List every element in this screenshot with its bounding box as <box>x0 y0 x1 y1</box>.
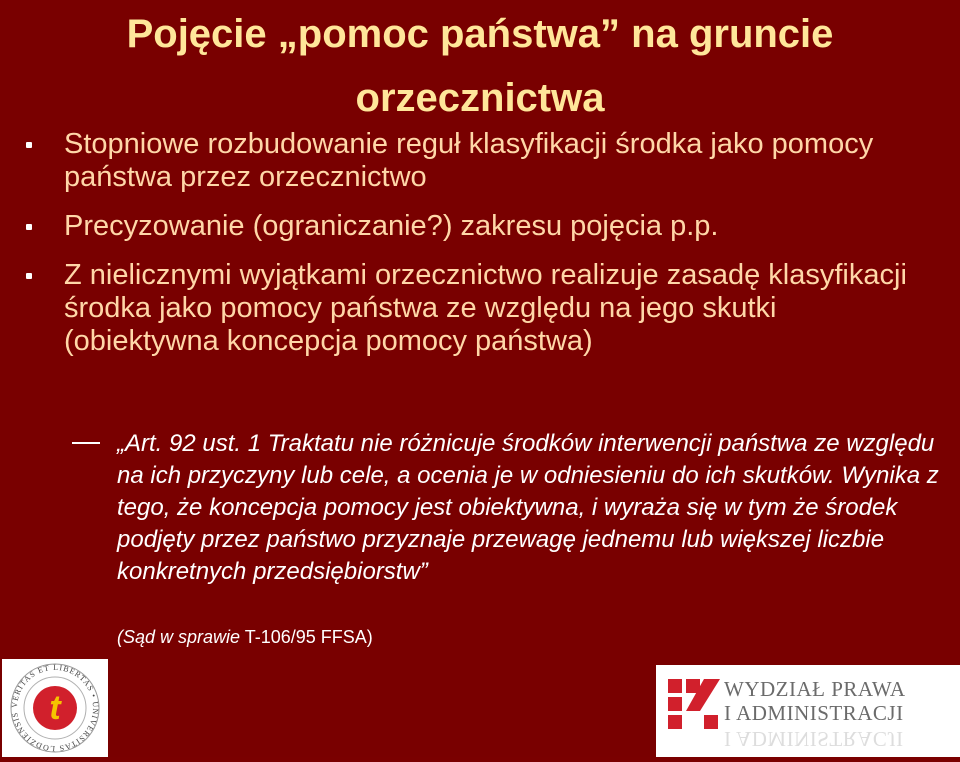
faculty-name <box>724 677 906 725</box>
bullet-dot-icon <box>26 142 32 148</box>
seal-ring-text: VERITAS ET LIBERTAS • UNIVERSITAS LODZIENSIS <box>9 662 101 754</box>
citation-prefix: (Sąd w sprawie <box>117 627 241 647</box>
dash-icon <box>72 442 100 444</box>
faculty-logo <box>656 665 960 757</box>
university-seal-icon <box>2 659 108 757</box>
quote-text: „Art. 92 ust. 1 Traktatu nie różnicuje środków interwencji państwa ze względu na ich przyczyny lub cele, a ocenia je w odniesieniu do ich skutków. Wynika z tego, że koncepcja pomocy jest obiektywna, i wyraża się w tym że środek podjęty przez państwo przyznaje przewagę jednemu lub większej liczbie konkretnych przedsiębiorstw” <box>117 430 939 585</box>
bullet-item <box>22 210 922 243</box>
university-logo <box>2 659 108 757</box>
faculty-name-line2: I ADMINISTRACJI <box>724 701 904 725</box>
faculty-name-line1: WYDZIAŁ PRAWA <box>724 677 906 701</box>
bullet-item <box>22 128 922 194</box>
bullet-dot-icon <box>26 224 32 230</box>
citation <box>117 625 373 649</box>
seal-mark: t <box>49 689 61 727</box>
bullet-item <box>22 259 922 358</box>
citation-case: T-106/95 FFSA) <box>240 627 373 647</box>
bullet-dot-icon <box>26 273 32 279</box>
faculty-name-reflection-line: I ADMINISTRACJI <box>724 727 904 751</box>
bullet-list <box>22 128 922 374</box>
sub-bullet-quote <box>72 428 957 588</box>
faculty-name-reflection <box>724 727 904 751</box>
bullet-text: Precyzowanie (ograniczanie?) zakresu pojęcia p.p. <box>64 210 719 242</box>
slide-title: Pojęcie „pomoc państwa” na gruncie orzecznictwa <box>126 12 834 120</box>
bullet-text: Stopniowe rozbudowanie reguł klasyfikacji środka jako pomocy państwa przez orzecznictwo <box>64 128 874 193</box>
bullet-text: Z nielicznymi wyjątkami orzecznictwo realizuje zasadę klasyfikacji środka jako pomocy państwa ze względu na jego skutki (obiektywna koncepcja pomocy państwa) <box>64 259 907 357</box>
faculty-emblem-icon <box>664 675 724 735</box>
